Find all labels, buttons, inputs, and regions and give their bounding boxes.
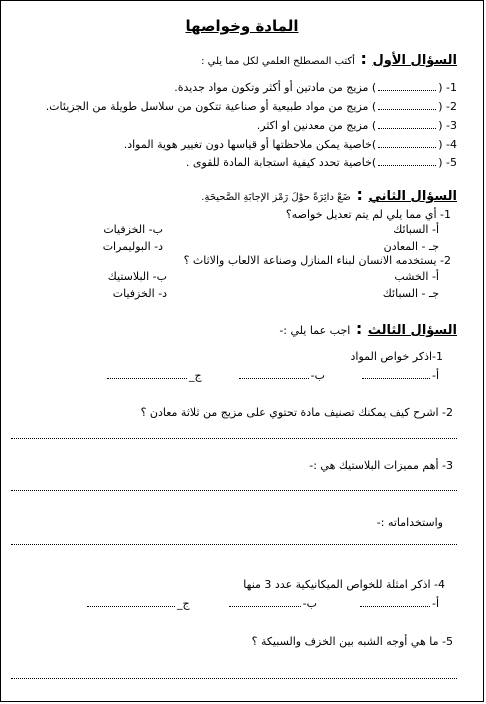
q2-option: جـ - السبائك — [382, 287, 439, 300]
q3-instruction: اجب عما يلي :- — [279, 324, 351, 337]
q2-question-2: 2- يستخدمه الانسان لبناء المنازل وصناعة الالعاب والاثاث ؟ — [183, 254, 451, 267]
answer-line — [11, 544, 457, 545]
q1-item: 1- () مزيج من مادتين أو أكثر وتكون مواد جديدة. — [174, 81, 457, 94]
q2-instruction: ضَعْ دائِرَةً حوْلَ رَمْز الإجابَةِ الصَّحيحَةِ. — [201, 192, 351, 203]
q1-item: 3- () مزيج من معدنين او اكثر. — [256, 119, 457, 132]
answer-line — [11, 490, 457, 491]
q2-option: أ- السبائك — [393, 223, 439, 236]
q2-option: أ- الخشب — [394, 270, 439, 283]
answer-row: أ- ب- ج_ — [105, 369, 439, 382]
q3-question-4: 4- اذكر امثلة للخواص الميكانيكية عدد 3 منها — [243, 578, 445, 591]
q2-option: ب- البلاستيك — [107, 270, 167, 283]
q2-option: د- الخزفيات — [112, 287, 167, 300]
q3-question-3: 3- أهم مميزات البلاستيك هي :- — [309, 459, 453, 472]
q2-option: ب- الخزفيات — [103, 223, 163, 236]
q3-heading: السؤال الثالث — [367, 323, 457, 338]
answer-row: أ- ب- ج_ — [85, 597, 439, 610]
q2-question-1: 1- أي مما يلي لم يتم تعديل خواصه؟ — [285, 208, 451, 221]
answer-line — [11, 438, 457, 439]
q2-option: د- البوليمرات — [102, 240, 163, 253]
q1-heading: السؤال الأول — [372, 53, 457, 68]
q2-option: جـ - المعادن — [383, 240, 439, 253]
q1-instruction: أكتب المصطلح العلمي لكل مما يلي : — [201, 56, 355, 67]
q2-heading: السؤال الثاني — [368, 189, 457, 204]
answer-line — [11, 678, 457, 679]
page-title: المادة وخواصها — [185, 17, 299, 35]
q1-item: 5- ()خاصية تحدد كيفية استجابة المادة للقوى . — [185, 156, 457, 169]
q3-header: السؤال الثالث : اجب عما يلي :- — [279, 319, 457, 338]
q3-question-2: 2- اشرح كيف يمكنك تصنيف مادة تحتوي على مزيج من ثلاثة معادن ؟ — [140, 406, 453, 419]
q3-question-1: 1-اذكر خواص المواد — [350, 350, 443, 363]
q3-uses-label: واستخداماته :- — [376, 516, 443, 529]
q1-header: السؤال الأول : أكتب المصطلح العلمي لكل مما يلي : — [201, 49, 457, 68]
q2-header: السؤال الثاني : ضَعْ دائِرَةً حوْلَ رَمْز الإجابَةِ الصَّحيحَةِ. — [201, 185, 457, 204]
q1-item: 2- () مزيج من مواد طبيعية أو صناعية تتكون من سلاسل طويلة من الجزيئات. — [45, 100, 457, 113]
q3-question-5: 5- ما هي أوجه الشبه بين الخزف والسبيكة ؟ — [251, 635, 453, 648]
q1-item: 4- ()خاصية يمكن ملاحظتها أو قياسها دون تغيير هوية المواد. — [123, 138, 457, 151]
